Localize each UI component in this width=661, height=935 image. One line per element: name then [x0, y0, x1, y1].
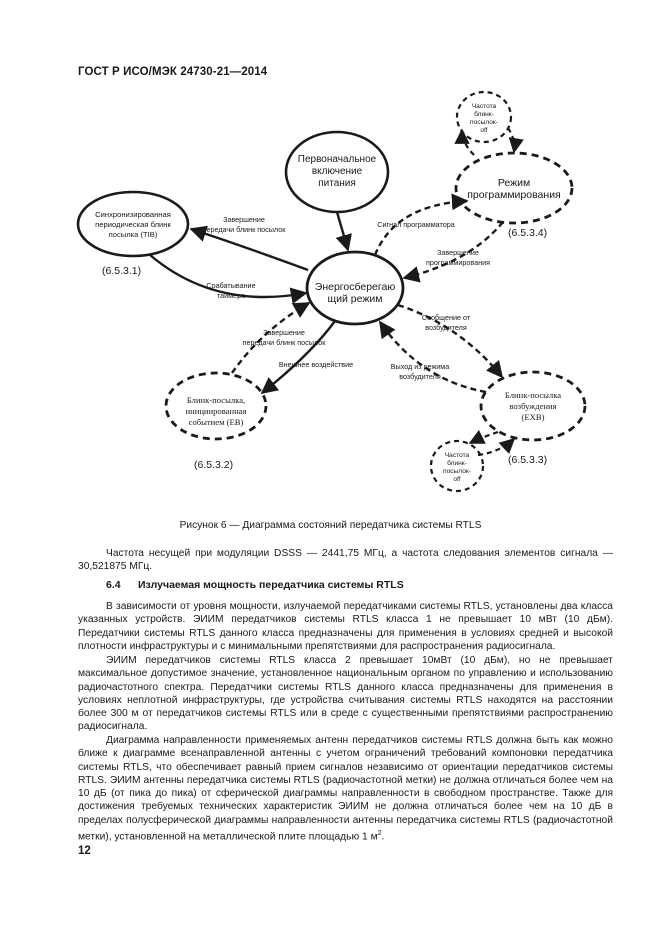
label-exciter-message	[422, 313, 471, 332]
arrow-exb-to-energy	[380, 322, 486, 392]
tib-label	[95, 210, 171, 239]
svg-text:периодическая блинк: периодическая блинк	[95, 220, 171, 229]
svg-text:Завершение: Завершение	[437, 248, 479, 257]
paragraph-class-2: ЭИИМ передатчиков системы RTLS класса 2 превышает 10мВт (10 дБм), но не превышает максимальное допустимое значение, установленное национальным органом по управлению и использованию радиочастотного спектра. Передатчики системы RTLS данного класса предназначены для применения в условиях неплотной инфраструктуры, где устройства считывания системы RTLS находятся на расстоянии более 300 м от передатчиков системы RTLS или в среде с существенными препятствиями распространению радиосигнала.	[78, 655, 613, 733]
svg-text:щий режим: щий режим	[327, 293, 383, 305]
svg-text:Частота: Частота	[471, 103, 497, 110]
section-number: 6.4	[106, 579, 121, 591]
ref-programming: (6.5.3.4)	[508, 227, 548, 239]
svg-text:Завершение: Завершение	[223, 215, 265, 224]
svg-text:передачи блинк посылок: передачи блинк посылок	[242, 338, 326, 347]
svg-text:событием (ЕВ): событием (ЕВ)	[188, 417, 244, 427]
svg-text:посылка (TIB): посылка (TIB)	[108, 230, 158, 239]
figure-caption: Рисунок 6 — Диаграмма состояний передатчика системы RTLS	[179, 520, 482, 531]
svg-text:Блинк-посылка: Блинк-посылка	[504, 390, 562, 400]
label-programming-done	[426, 248, 490, 267]
svg-text:возбуждения: возбуждения	[509, 401, 557, 411]
paragraph-antenna-text: Диаграмма направленности применяемых антенн передатчиков системы RTLS должна быть как можно ближе к диаграмме всенаправленной антенны с учетом ограничений требований компоновки передатчика системы RTLS, что обеспечивает равный прием сигналов независимо от ориентации передатчиков системы RTLS. ЭИИМ антенны передатчика системы RTLS (радиочастотной метки) не должна отличаться более чем на 10 дБ (от пика до пика) от сферической диаграммы направленности в свободном пространстве. Также для достижения требуемых технических характеристик ЭИИМ не должна отличаться более чем на 10 дБ в пределах полусферической диаграммы направленности антенны передатчика системы RTLS (радиочастотной метки), установленной на металлической плите площадью 1 м	[78, 735, 613, 843]
section-heading	[106, 579, 404, 591]
svg-text:Частота: Частота	[444, 452, 470, 459]
page-number: 12	[78, 845, 91, 857]
svg-text:Режим: Режим	[497, 177, 531, 189]
svg-text:Энергосберегаю: Энергосберегаю	[314, 281, 396, 293]
label-programmer-signal: Сигнал программатора	[377, 220, 455, 229]
svg-text:посылок-: посылок-	[470, 119, 498, 126]
blink-off-bottom-label	[443, 452, 471, 483]
svg-text:Срабатывание: Срабатывание	[206, 281, 256, 290]
ref-tib: (6.5.3.1)	[102, 265, 142, 277]
svg-text:Первоначальное: Первоначальное	[297, 154, 377, 165]
svg-text:включение: включение	[311, 166, 363, 177]
svg-text:off: off	[453, 476, 461, 483]
svg-text:off: off	[480, 127, 488, 134]
svg-text:питания: питания	[318, 178, 356, 189]
svg-text:Блинк-посылка,: Блинк-посылка,	[186, 395, 246, 405]
svg-text:Сообщение от: Сообщение от	[421, 313, 471, 322]
label-external: Внешнее воздействие	[278, 360, 354, 369]
arrow-blink-off-bottom-to-exb	[478, 439, 514, 455]
document-header: ГОСТ Р ИСО/МЭК 24730-21—2014	[78, 66, 268, 78]
arrow-exb-to-blink-off-bottom	[470, 432, 498, 443]
svg-text:программирования: программирования	[467, 189, 561, 201]
section-title: Излучаемая мощность передатчика системы RTLS	[138, 579, 404, 591]
svg-text:посылок-: посылок-	[443, 468, 471, 475]
label-exit-exciter	[391, 362, 450, 381]
exb-label	[505, 390, 561, 422]
eb-label	[186, 395, 247, 427]
svg-text:блинк-: блинк-	[447, 460, 467, 467]
svg-text:таймера: таймера	[216, 291, 246, 300]
svg-text:возбудителя: возбудителя	[425, 323, 467, 332]
arrow-blink-off-top-to-programming	[508, 128, 514, 152]
ref-exb: (6.5.3.3)	[508, 454, 548, 466]
arrow-energy-to-tib	[191, 229, 308, 270]
label-tib-done	[203, 215, 287, 234]
power-on-label	[298, 154, 377, 189]
arrow-programming-to-blink-off-top	[462, 130, 474, 155]
paragraph-antenna-period: .	[381, 831, 385, 843]
energy-saving-label	[315, 281, 396, 305]
svg-text:Синхронизированная: Синхронизированная	[95, 210, 171, 219]
blink-off-top-label	[470, 103, 498, 134]
svg-text:Выход из режима: Выход из режима	[390, 362, 450, 371]
svg-text:блинк-: блинк-	[474, 111, 494, 118]
svg-text:инициированная: инициированная	[185, 406, 247, 416]
paragraph-antenna	[78, 734, 613, 844]
svg-text:возбудителя: возбудителя	[399, 372, 441, 381]
programming-label	[467, 177, 561, 201]
ref-eb: (6.5.3.2)	[194, 459, 234, 471]
superscript-2: 2	[377, 830, 382, 838]
label-eb-done	[243, 328, 327, 347]
paragraph-class-1: В зависимости от уровня мощности, излучаемой передатчиками системы RTLS, установлены два класса указанных устройств. ЭИИМ передатчиков системы RTLS класса 1 не превышает 10 мВт (10 дБм). Передатчики системы RTLS данного класса предназначены для применения в условиях средней и высокой плотности инфраструктуры и с минимальными препятствиями для распространения радиосигнала.	[78, 601, 613, 652]
arrow-power-on-to-energy	[337, 212, 348, 250]
svg-text:программирования: программирования	[425, 258, 491, 267]
svg-text:Завершение: Завершение	[263, 328, 305, 337]
svg-text:передачи блинк посылок: передачи блинк посылок	[202, 225, 286, 234]
svg-text:(EXB): (EXB)	[521, 412, 545, 422]
paragraph-frequency: Частота несущей при модуляции DSSS — 2441,75 МГц, а частота следования элементов сигнала — 30,521875 МГц.	[78, 548, 613, 573]
